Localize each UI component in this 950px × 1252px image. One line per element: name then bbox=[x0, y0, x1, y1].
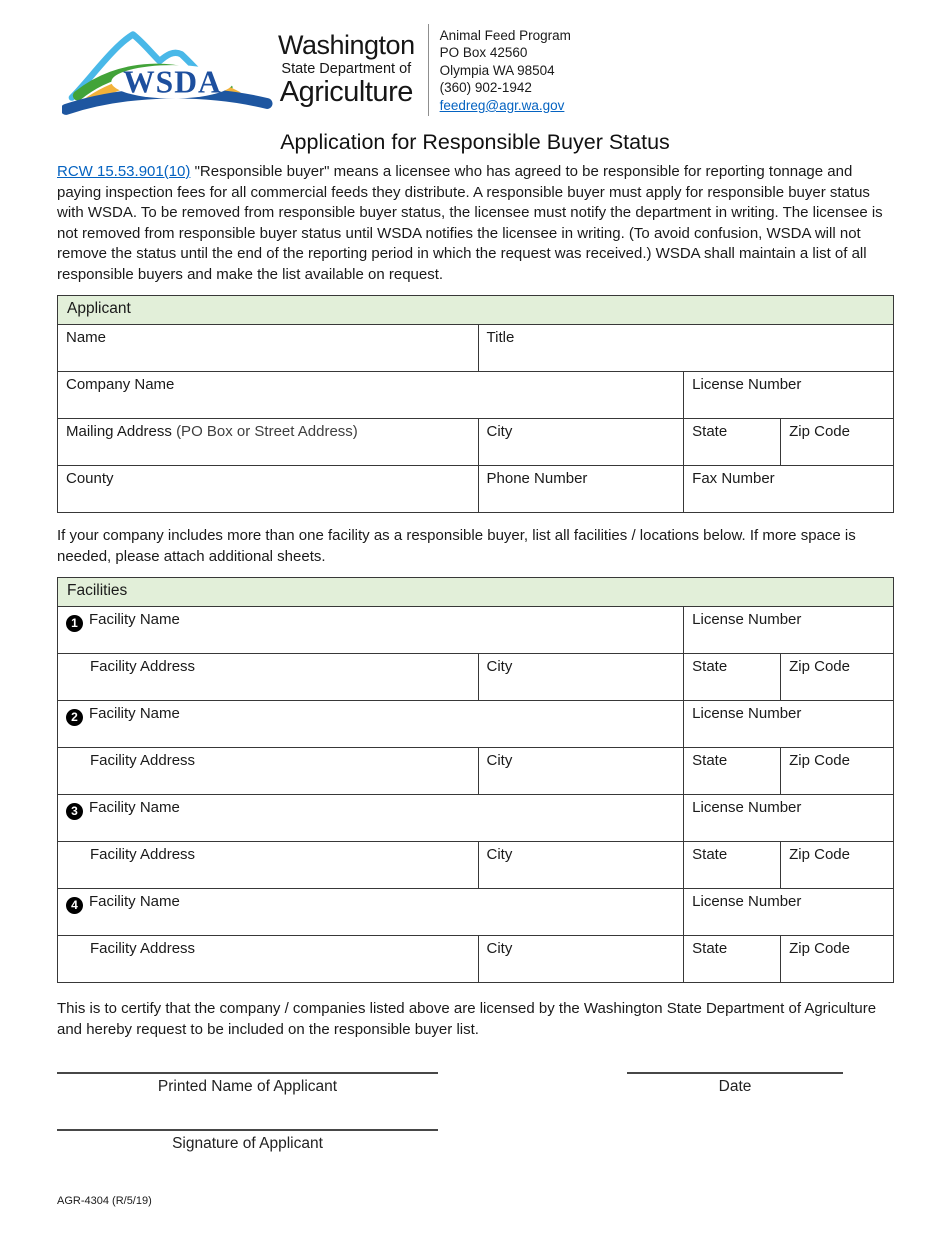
facility-1-license-cell[interactable] bbox=[684, 607, 894, 654]
mailing-address-cell[interactable] bbox=[58, 419, 479, 466]
applicant-name-cell[interactable] bbox=[58, 325, 479, 372]
facility-1-city-cell[interactable] bbox=[478, 654, 684, 701]
table-row bbox=[58, 325, 894, 372]
signature-line[interactable] bbox=[57, 1129, 438, 1131]
zip-label: Zip Code bbox=[789, 940, 850, 958]
table-row bbox=[58, 419, 894, 466]
state-label: State bbox=[692, 658, 728, 676]
facility-2-number-badge: 2 bbox=[66, 709, 83, 726]
county-cell[interactable] bbox=[58, 466, 479, 513]
zip-cell[interactable] bbox=[781, 419, 894, 466]
state-cell[interactable] bbox=[684, 419, 781, 466]
table-row bbox=[58, 372, 894, 419]
date-block bbox=[627, 1072, 843, 1096]
facility-2-address-cell[interactable] bbox=[58, 748, 479, 795]
signature-row bbox=[57, 1072, 894, 1096]
facility-address-label: Facility Address bbox=[90, 658, 196, 676]
date-line[interactable] bbox=[627, 1072, 843, 1074]
letterhead bbox=[62, 22, 950, 117]
license-number-label: License Number bbox=[692, 611, 802, 629]
fax-label: Fax Number bbox=[692, 470, 775, 488]
facility-3-zip-cell[interactable] bbox=[781, 842, 894, 889]
facilities-section-row bbox=[58, 578, 894, 607]
applicant-title-cell[interactable] bbox=[478, 325, 893, 372]
certification-text: This is to certify that the company / companies listed above are licensed by the Washington State Department of Agriculture and hereby request to be included on the responsible buyer list. bbox=[57, 1000, 877, 1039]
facility-3-name-cell[interactable] bbox=[58, 795, 684, 842]
city-label: City bbox=[486, 752, 513, 770]
signature-block bbox=[57, 1129, 438, 1153]
signature-label: Signature of Applicant bbox=[172, 1135, 323, 1153]
state-label: State bbox=[692, 846, 728, 864]
facility-2-zip-cell[interactable] bbox=[781, 748, 894, 795]
page-title: Application for Responsible Buyer Status bbox=[280, 130, 670, 154]
table-row bbox=[58, 654, 894, 701]
table-row bbox=[58, 936, 894, 983]
state-label: State bbox=[692, 940, 728, 958]
facility-3-state-cell[interactable] bbox=[684, 842, 781, 889]
license-number-label: License Number bbox=[692, 893, 802, 911]
license-number-label: License Number bbox=[692, 376, 802, 394]
zip-label: Zip Code bbox=[789, 658, 850, 676]
county-label: County bbox=[66, 470, 114, 488]
fax-cell[interactable] bbox=[684, 466, 894, 513]
facility-3-city-cell[interactable] bbox=[478, 842, 684, 889]
facility-1-name-cell[interactable] bbox=[58, 607, 684, 654]
facility-1-address-cell[interactable] bbox=[58, 654, 479, 701]
printed-name-label: Printed Name of Applicant bbox=[157, 1078, 338, 1096]
state-label: State bbox=[692, 752, 728, 770]
facility-4-zip-cell[interactable] bbox=[781, 936, 894, 983]
facility-4-number-badge: 4 bbox=[66, 897, 83, 914]
applicant-section-header: Applicant bbox=[58, 296, 894, 325]
form-number: AGR-4304 (R/5/19) bbox=[57, 1195, 152, 1208]
table-row bbox=[58, 842, 894, 889]
program-name: Animal Feed Program bbox=[439, 27, 571, 43]
facility-3-address-cell[interactable] bbox=[58, 842, 479, 889]
facility-1-number-badge: 1 bbox=[66, 615, 83, 632]
agency-name-line2: State Department of bbox=[281, 60, 412, 77]
wsda-logo-text: WSDA bbox=[123, 64, 222, 100]
city-state-zip: Olympia WA 98504 bbox=[439, 62, 555, 78]
date-label: Date bbox=[718, 1078, 752, 1096]
facility-name-label: Facility Name bbox=[89, 799, 180, 817]
table-row bbox=[58, 607, 894, 654]
facility-4-license-cell[interactable] bbox=[684, 889, 894, 936]
mailing-address-note: (PO Box or Street Address) bbox=[176, 423, 358, 441]
facility-name-label: Facility Name bbox=[89, 611, 180, 629]
wsda-logo-icon bbox=[62, 22, 274, 117]
facility-1-state-cell[interactable] bbox=[684, 654, 781, 701]
company-name-cell[interactable] bbox=[58, 372, 684, 419]
facility-4-address-cell[interactable] bbox=[58, 936, 479, 983]
po-box: PO Box 42560 bbox=[439, 45, 528, 61]
table-row bbox=[58, 701, 894, 748]
table-row bbox=[58, 466, 894, 513]
license-number-label: License Number bbox=[692, 799, 802, 817]
city-label: City bbox=[486, 423, 513, 441]
email-link[interactable]: feedreg@agr.wa.gov bbox=[439, 97, 565, 113]
facility-2-name-cell[interactable] bbox=[58, 701, 684, 748]
facility-address-label: Facility Address bbox=[90, 752, 196, 770]
facility-2-city-cell[interactable] bbox=[478, 748, 684, 795]
intro-paragraph bbox=[57, 162, 894, 285]
intro-text: "Responsible buyer" means a licensee who has agreed to be responsible for reporting tonnage and paying inspection fees for all commercial feeds they distribute. A responsible buyer must apply for responsible buyer status with WSDA. To be removed from responsible buyer status, the licensee must notify the department in writing. The licensee is not removed from responsible buyer status until WSDA notifies the licensee in writing. (To avoid confusion, WSDA will not remove the status until the end of the reporting period in which the request was received.) WSDA shall maintain a list of all responsible buyers and make the list available on request. bbox=[57, 163, 883, 283]
rcw-link[interactable]: RCW 15.53.901(10) bbox=[57, 163, 191, 180]
facility-4-state-cell[interactable] bbox=[684, 936, 781, 983]
facility-2-state-cell[interactable] bbox=[684, 748, 781, 795]
facility-address-label: Facility Address bbox=[90, 940, 196, 958]
facility-4-name-cell[interactable] bbox=[58, 889, 684, 936]
license-number-label: License Number bbox=[692, 705, 802, 723]
phone-number: (360) 902-1942 bbox=[439, 80, 532, 96]
facility-4-city-cell[interactable] bbox=[478, 936, 684, 983]
agency-name bbox=[278, 29, 415, 109]
facility-name-label: Facility Name bbox=[89, 705, 180, 723]
printed-name-line[interactable] bbox=[57, 1072, 438, 1074]
facilities-table bbox=[57, 577, 894, 983]
facilities-section-header: Facilities bbox=[58, 578, 894, 607]
mailing-address-label: Mailing Address bbox=[66, 423, 172, 441]
license-number-cell[interactable] bbox=[684, 372, 894, 419]
phone-label: Phone Number bbox=[486, 470, 588, 488]
phone-cell[interactable] bbox=[478, 466, 684, 513]
contact-block bbox=[440, 25, 571, 115]
facility-2-license-cell[interactable] bbox=[684, 701, 894, 748]
applicant-table bbox=[57, 295, 894, 513]
city-label: City bbox=[486, 940, 513, 958]
facility-name-label: Facility Name bbox=[89, 893, 180, 911]
facilities-note: If your company includes more than one facility as a responsible buyer, list all facilities / locations below. If more space is needed, please attach additional sheets. bbox=[57, 527, 856, 565]
agency-name-line3: Agriculture bbox=[279, 76, 413, 109]
name-label: Name bbox=[66, 329, 107, 347]
facility-3-license-cell[interactable] bbox=[684, 795, 894, 842]
letterhead-divider bbox=[428, 24, 429, 116]
state-label: State bbox=[692, 423, 728, 441]
company-name-label: Company Name bbox=[66, 376, 175, 394]
facility-1-zip-cell[interactable] bbox=[781, 654, 894, 701]
printed-name-block bbox=[57, 1072, 438, 1096]
applicant-section-row bbox=[58, 296, 894, 325]
zip-label: Zip Code bbox=[789, 846, 850, 864]
city-label: City bbox=[486, 846, 513, 864]
facility-address-label: Facility Address bbox=[90, 846, 196, 864]
table-row bbox=[58, 889, 894, 936]
agency-name-line1: Washington bbox=[278, 29, 415, 60]
city-label: City bbox=[486, 658, 513, 676]
zip-label: Zip Code bbox=[789, 423, 850, 441]
city-cell[interactable] bbox=[478, 419, 684, 466]
facility-3-number-badge: 3 bbox=[66, 803, 83, 820]
zip-label: Zip Code bbox=[789, 752, 850, 770]
table-row bbox=[58, 748, 894, 795]
title-label: Title bbox=[486, 329, 515, 347]
table-row bbox=[58, 795, 894, 842]
